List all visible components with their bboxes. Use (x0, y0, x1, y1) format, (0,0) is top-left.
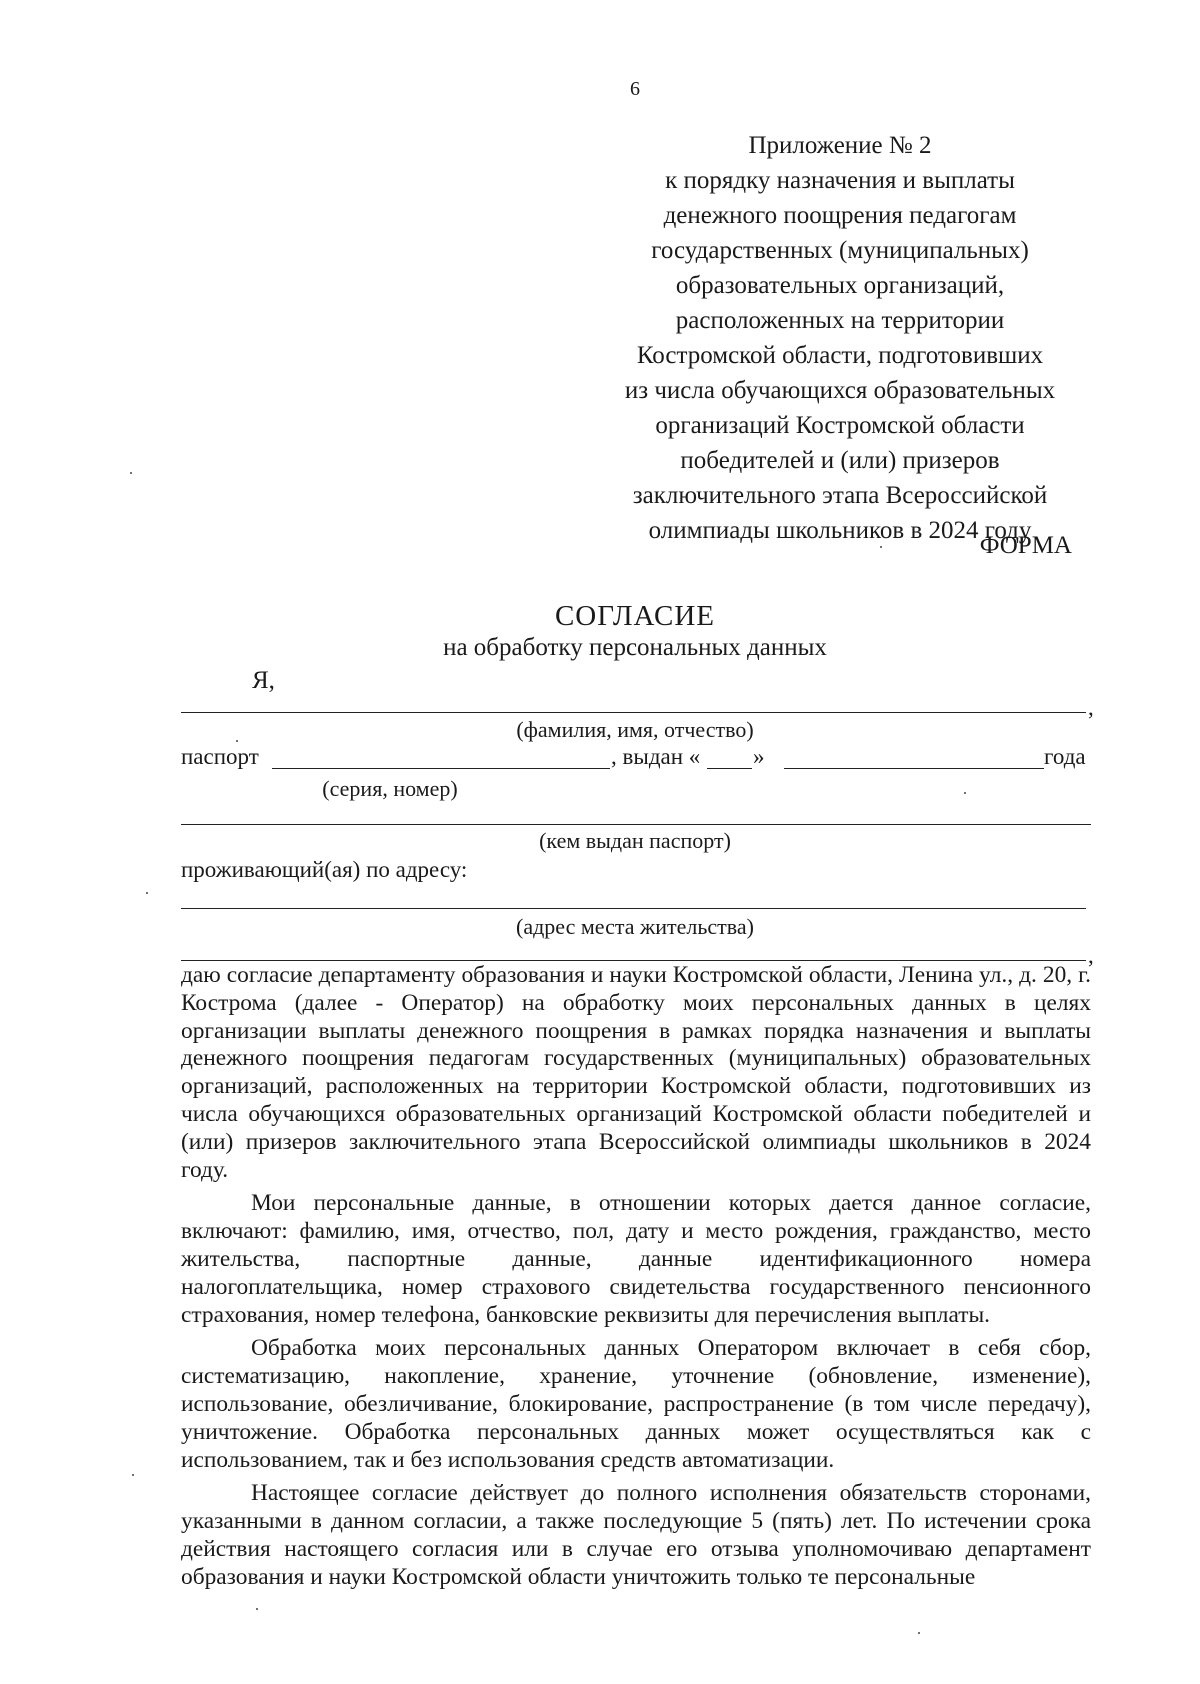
scan-speck (256, 1608, 258, 1610)
document-subtitle: на обработку персональных данных (443, 634, 827, 661)
address-line-2[interactable] (181, 960, 1086, 961)
document-title: СОГЛАСИЕ (554, 600, 716, 632)
scan-speck (130, 472, 132, 474)
issued-close-quote: » (753, 744, 765, 769)
address-hint: (адрес места жительства) (516, 914, 754, 939)
appendix-line: государственных (муниципальных) (651, 237, 1029, 264)
issued-day-line[interactable] (707, 768, 752, 769)
paragraph-consent-purpose: даю согласие департаменту образования и науки Костромской области, Ленина ул., д. 20, г. Кострома (далее - Оператор) на обработку моих персональных данных в целях организации выплаты денежного поощрения в рамках порядка назначения и выплаты денежного поощрения педагогам государственных (муниципальных) образовательных организаций, расположенных на территории Костромской области, подготовивших из числа обучающихся образовательных организаций Костромской области победителей и (или) призеров заключительного этапа Всероссийской олимпиады школьников в 2024 году. (181, 962, 1091, 1183)
appendix-line: из числа обучающихся образовательных (624, 377, 1056, 404)
scan-speck (146, 892, 148, 894)
issued-by-line[interactable] (181, 824, 1091, 825)
scan-speck (236, 740, 238, 742)
appendix-line: денежного поощрения педагогам (663, 202, 1017, 229)
scan-speck (918, 1632, 920, 1634)
page-number: 6 (630, 78, 640, 100)
series-hint: (серия, номер) (322, 776, 458, 801)
paragraph-processing: Обработка моих персональных данных Оператором включает в себя сбор, систематизацию, накопление, хранение, уточнение (обновление, изменение), использование, обезличивание, блокирование, распространение (в том числе передачу), уничтожение. Обработка персональных данных может осуществляться как с использованием, так и без использования средств автоматизации. (181, 1335, 1091, 1473)
appendix-line: победителей и (или) призеров (680, 447, 1000, 474)
address-line-1[interactable] (181, 908, 1086, 909)
consent-body (181, 962, 1091, 1592)
year-label: года (1044, 744, 1086, 769)
fio-hint: (фамилия, имя, отчество) (516, 717, 754, 742)
scan-speck (964, 792, 966, 794)
appendix-header (590, 128, 1090, 548)
ya-label: Я, (252, 667, 275, 694)
appendix-line: Приложение № 2 (748, 132, 932, 159)
paragraph-validity: Настоящее согласие действует до полного исполнения обязательств сторонами, указанными в данном согласии, а также последующие 5 (пять) лет. По истечении срока действия настоящего согласия или в случае его отзыва уполномочиваю департамент образования и науки Костромской области уничтожить только те персональные (181, 1480, 1091, 1590)
passport-label: паспорт (181, 744, 259, 769)
appendix-line: к порядку назначения и выплаты (665, 167, 1015, 194)
address-label: проживающий(ая) по адресу: (181, 857, 468, 882)
fio-comma: , (1088, 695, 1094, 720)
passport-number-line[interactable] (272, 768, 610, 769)
appendix-line: Костромской области, подготовивших (636, 342, 1044, 369)
address-comma: , (1088, 943, 1094, 968)
issued-by-hint: (кем выдан паспорт) (539, 828, 731, 853)
paragraph-personal-data: Мои персональные данные, в отношении которых дается данное согласие, включают: фамилию, имя, отчество, пол, дату и место рождения, гражданство, место жительства, паспортные данные, данные идентификационного номера налогоплательщика, номер страхового свидетельства государственного пенсионного страхования, номер телефона, банковские реквизиты для перечисления выплаты. (181, 1190, 1091, 1328)
appendix-line: образовательных организаций, (675, 272, 1005, 299)
issued-label: , выдан « (611, 744, 701, 769)
scan-speck (880, 546, 882, 548)
form-label: ФОРМА (979, 532, 1072, 559)
appendix-line: олимпиады школьников в 2024 году (648, 517, 1032, 544)
appendix-line: заключительного этапа Всероссийской (632, 482, 1048, 509)
appendix-line: организаций Костромской области (655, 412, 1025, 439)
scan-speck (132, 1474, 134, 1476)
issued-date-line[interactable] (784, 768, 1044, 769)
appendix-line: расположенных на территории (675, 307, 1005, 334)
fio-input-line[interactable] (181, 712, 1086, 713)
